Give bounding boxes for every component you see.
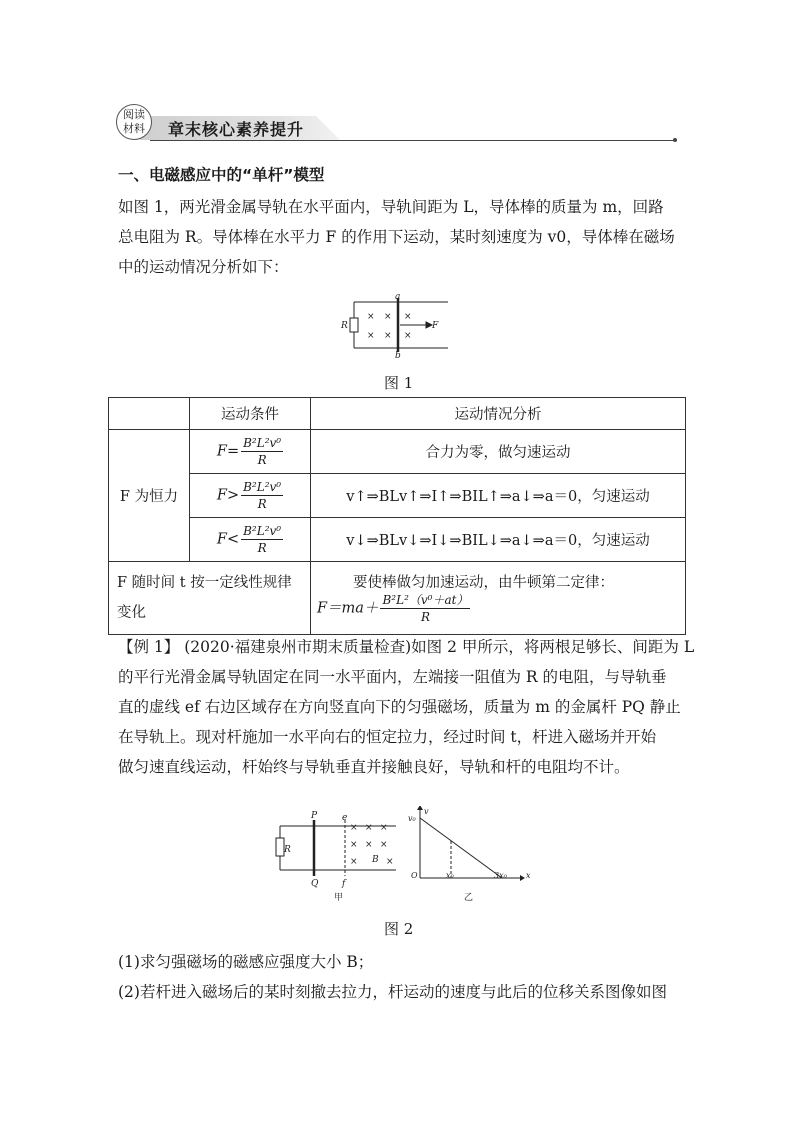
- figure1-diagram: [340, 292, 452, 358]
- label-B: B: [372, 855, 379, 865]
- sub-caption-jia: 甲: [334, 893, 344, 902]
- example-line: 直的虚线 ef 右边区域存在方向竖直向下的匀强磁场，质量为 m 的金属杆 PQ 静止: [118, 698, 681, 716]
- cross-mark: ×: [384, 331, 392, 341]
- formula-numerator: B²L²（v⁰＋at）: [382, 593, 469, 607]
- intro-line: 中的运动情况分析如下：: [118, 258, 289, 276]
- label-3x0: 3x₀: [494, 871, 507, 880]
- group-label-cell: [109, 430, 190, 562]
- table-row: [109, 474, 686, 518]
- cross-mark: ×: [367, 331, 375, 341]
- example-line: 做匀速直线运动，杆始终与导轨垂直并接触良好，导轨和杆的电阻均不计。: [118, 758, 630, 776]
- v-x-line: [420, 818, 502, 878]
- example-paragraph: [118, 632, 698, 782]
- cross-mark: ×: [386, 857, 394, 867]
- linear-force-label-line1: F 随时间 t 按一定线性规律: [117, 575, 292, 591]
- cross-mark: ×: [404, 331, 412, 341]
- question-1: (1)求匀强磁场的磁感应强度大小 B；: [118, 953, 374, 971]
- cross-mark: ×: [384, 312, 392, 322]
- formula-fraction: [380, 592, 470, 625]
- label-v0: v₀: [408, 814, 416, 823]
- intro-paragraph: [118, 192, 688, 282]
- resistor-symbol: [350, 318, 358, 332]
- condition-fraction: [241, 435, 283, 468]
- question-2: (2)若杆进入磁场后的某时刻撤去拉力，杆运动的速度与此后的位移关系图像如图: [118, 983, 667, 1001]
- cross-mark: ×: [350, 823, 358, 833]
- label-P: P: [311, 811, 318, 821]
- table-row: [109, 562, 686, 635]
- label-v: v: [424, 807, 429, 816]
- group-label: F 为恒力: [119, 489, 179, 505]
- cross-mark: ×: [350, 857, 358, 867]
- example-line: 【例 1】 (2020·福建泉州市期末质量检查)如图 2 甲所示，将两根足够长、间距为 L: [118, 638, 695, 656]
- cross-mark: ×: [404, 312, 412, 322]
- example-line: 在导轨上。现对杆施加一水平向右的恒定拉力，经过时间 t，杆进入磁场并开始: [118, 728, 657, 746]
- cross-mark: ×: [380, 823, 388, 833]
- analysis-table: [108, 397, 686, 635]
- label-e: e: [342, 813, 348, 823]
- figure2-caption: 图 2: [384, 920, 414, 938]
- newton-law-formula: [317, 592, 685, 625]
- intro-line: 总电阻为 R。导体棒在水平力 F 的作用下运动，某时刻速度为 v0，导体棒在磁场: [118, 228, 675, 246]
- fraction-denominator: R: [257, 453, 267, 467]
- condition-lhs: F<: [216, 531, 240, 548]
- condition-fraction: [241, 523, 283, 556]
- formula-lhs: F＝ma＋: [317, 600, 379, 617]
- condition-fraction: [241, 479, 283, 512]
- badge-line2: 材料: [123, 122, 145, 135]
- label-R: R: [341, 321, 348, 331]
- fraction-numerator: B²L²v⁰: [243, 480, 282, 494]
- y-axis-arrow: [417, 806, 423, 810]
- figure2-diagram: [268, 806, 538, 902]
- fraction-numerator: B²L²v⁰: [243, 524, 282, 538]
- header-cell-condition: 运动条件: [190, 398, 311, 430]
- linear-force-label-cell: [109, 562, 311, 635]
- fraction-denominator: R: [257, 541, 267, 555]
- resistor-symbol: [276, 838, 284, 856]
- condition-lhs: F>: [216, 487, 240, 504]
- condition-lhs: F=: [216, 443, 240, 460]
- cross-mark: ×: [350, 840, 358, 850]
- linear-force-label-line2: 变化: [117, 605, 146, 621]
- figure2-right-graph: [420, 810, 520, 878]
- label-Q: Q: [311, 879, 319, 889]
- header-rule-dot: [673, 138, 677, 142]
- cross-mark: ×: [365, 840, 373, 850]
- example-line: 的平行光滑金属导轨固定在同一水平面内，左端接一阻值为 R 的电阻，与导轨垂: [118, 668, 667, 686]
- label-F: F: [432, 321, 439, 331]
- table-row: [109, 430, 686, 474]
- table-row: [109, 518, 686, 562]
- header-cell-analysis: 运动情况分析: [311, 398, 686, 430]
- analysis-cell: 合力为零，做匀速运动: [311, 430, 686, 474]
- label-R: R: [284, 845, 291, 855]
- cross-mark: ×: [367, 312, 375, 322]
- chapter-title: 章末核心素养提升: [168, 120, 305, 139]
- analysis-cell: v↓⇒BLv↓⇒I↓⇒BIL↓⇒a↓⇒a＝0，匀速运动: [311, 518, 686, 562]
- intro-line: 如图 1，两光滑金属导轨在水平面内，导轨间距为 L，导体棒的质量为 m，回路: [118, 198, 664, 216]
- figure1-caption: 图 1: [384, 374, 414, 392]
- cross-mark: ×: [380, 840, 388, 850]
- label-x: x: [526, 871, 531, 880]
- condition-cell: [190, 474, 311, 518]
- analysis-cell: v↑⇒BLv↑⇒I↑⇒BIL↑⇒a↓⇒a＝0，匀速运动: [311, 474, 686, 518]
- cross-mark: ×: [365, 823, 373, 833]
- label-f: f: [342, 879, 346, 889]
- figure2-left-circuit: [276, 820, 396, 876]
- label-b: b: [395, 351, 401, 358]
- sub-caption-yi: 乙: [464, 893, 474, 902]
- newton-law-text: 要使棒做匀加速运动，由牛顿第二定律：: [353, 575, 614, 591]
- label-a: a: [395, 292, 401, 302]
- formula-denominator: R: [420, 610, 430, 624]
- header-rule: [150, 140, 676, 141]
- condition-cell: [190, 430, 311, 474]
- reading-material-badge: [116, 104, 152, 140]
- fraction-numerator: B²L²v⁰: [243, 436, 282, 450]
- x-axis-arrow: [520, 875, 525, 881]
- badge-line1: 阅读: [123, 108, 145, 121]
- header-cell-empty: [109, 398, 190, 430]
- section-heading: 一、电磁感应中的“单杆”模型: [118, 166, 325, 184]
- linear-force-analysis-cell: [311, 562, 686, 635]
- label-x0: x₀: [446, 871, 454, 880]
- condition-cell: [190, 518, 311, 562]
- table-header-row: [109, 398, 686, 430]
- fraction-denominator: R: [257, 497, 267, 511]
- label-O: O: [411, 871, 418, 880]
